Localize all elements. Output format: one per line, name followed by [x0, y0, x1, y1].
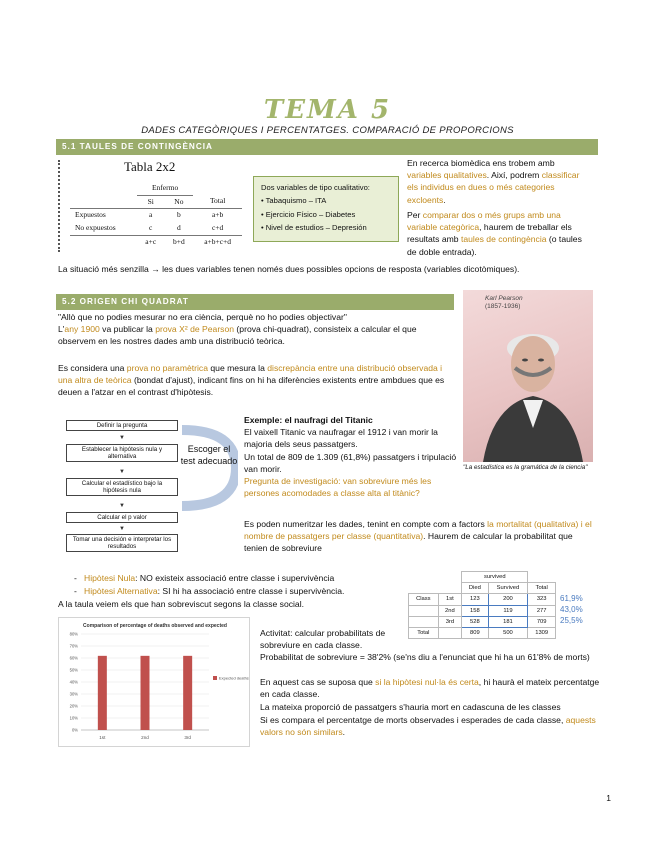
col-header: Died	[462, 583, 488, 594]
y-tick-label: 30%	[69, 691, 78, 697]
row-label: 2nd	[438, 605, 462, 616]
page-subtitle: DADES CATEGÒRIQUES I PERCENTATGES. COMPARACIÓ DE PROPORCIONS	[141, 125, 514, 136]
factors-paragraph: Es poden numeritzar les dades, tenint en compte com a factors la mortalitat (qualitativa) i el nombre de passatgers per classe (quantitativa). Haurem de calcular la probabilitat que tenien de sobreviure	[244, 519, 592, 554]
col-header: Total	[528, 583, 556, 594]
survival-probability: Probabilitat de sobreviure = 38'2% (se'ns diu a l'enunciat que hi ha un 61'8% de morts)	[260, 652, 590, 662]
deaths-chart	[58, 617, 250, 747]
survival-table	[408, 571, 556, 639]
flow-step: Calcular el estadístico bajo la hipótesis nula	[66, 478, 178, 496]
percentage-value: 25,5%	[560, 615, 583, 625]
y-tick-label: 10%	[69, 715, 78, 721]
comparison-conclusion: Si es compara el percentatge de morts observades i esperades de cada classe, aquests valors no són similars.	[260, 715, 596, 738]
x-tick-label: 1st	[99, 735, 106, 740]
table-cell: 181	[488, 616, 528, 627]
down-arrow-icon: ▼	[119, 503, 125, 509]
table-cell: 1309	[528, 628, 556, 639]
group-header: survived	[462, 572, 528, 583]
note-item: • Nivel de estudios – Depresión	[261, 222, 367, 232]
legend-label: Expected deaths	[219, 675, 249, 681]
table-cell: 200	[488, 594, 528, 605]
row-label	[438, 628, 462, 639]
portrait-years: (1857-1936)	[485, 303, 521, 310]
table-cell: 809	[462, 628, 488, 639]
deaths-bar-chart	[59, 618, 251, 748]
portrait-drawing	[463, 308, 593, 462]
table-cell: 528	[462, 616, 488, 627]
y-tick-label: 0%	[71, 727, 78, 733]
qualitative-variables-note	[253, 176, 399, 242]
bar-expected-deaths	[98, 656, 107, 730]
col-header: No	[174, 196, 184, 206]
same-proportion-paragraph: La mateixa proporció de passatgers s'hauria mort en cadascuna de les classes	[260, 702, 561, 712]
table-cell: c+d	[211, 222, 224, 232]
pearson-portrait	[463, 290, 593, 462]
row-label: Expuestos	[75, 210, 106, 220]
row-label	[409, 605, 439, 616]
table-cell: b+d	[173, 236, 185, 246]
intro-paragraph: En recerca biomèdica ens trobem amb variables qualitatives. Així, podrem classificar els individus en dues o més categories excloents.	[407, 158, 580, 205]
table-cell: 709	[528, 616, 556, 627]
titanic-example	[244, 414, 458, 499]
table-intro: A la taula veiem els que han sobreviscut segons la classe social.	[58, 599, 305, 609]
note-item: • Tabaquismo – ITA	[261, 196, 327, 206]
section-header-5-1: 5.1 TAULES DE CONTINGÈNCIA	[56, 139, 598, 155]
flow-side-label: Escoger el test adecuado	[180, 444, 238, 466]
survival-percentages	[560, 594, 600, 626]
col-header: Total	[209, 196, 226, 206]
row-label: No expuestos	[75, 222, 116, 232]
pearson-paragraph: L'any 1900 va publicar la prova X² de Pearson (prova chi-quadrat), consisteix a calcular el que observem en les nostres dades amb una distribució teòrica.	[58, 324, 417, 347]
bar-expected-deaths	[141, 656, 150, 730]
table-cell: 277	[528, 605, 556, 616]
row-label	[70, 235, 137, 248]
row-label: 1st	[438, 594, 462, 605]
example-text: El vaixell Titanic va naufragar el 1912 i van morir la majoria dels seus passatgers.	[244, 427, 438, 450]
y-tick-label: 60%	[69, 655, 78, 661]
contingency-table	[70, 182, 242, 248]
col-header: Survived	[488, 583, 528, 594]
research-question: Pregunta de investigació: van sobreviure més les persones acomodades a classe alta al titànic?	[244, 476, 432, 499]
table-cell: c	[149, 222, 153, 232]
dichotomous-paragraph: La situació més senzilla → les dues variables tenen només dues possibles opcions de resposta (variables dicotòmiques).	[58, 264, 520, 274]
y-tick-label: 40%	[69, 679, 78, 685]
portrait-label: Karl Pearson	[485, 295, 523, 302]
table-cell: a+b	[211, 210, 224, 220]
y-tick-label: 50%	[69, 667, 78, 673]
flow-step: Tomar una decisión e interpretar los resultados	[66, 534, 178, 552]
example-text: Un total de 809 de 1.309 (61,8%) passatgers i tripulació van morir.	[244, 451, 457, 474]
page-title: TEMA 5	[263, 95, 392, 125]
hypothesis-test-flowchart	[58, 414, 238, 560]
x-tick-label: 2nd	[141, 735, 149, 740]
flow-step: Establecer la hipótesis nula y alternativa	[66, 444, 178, 462]
section-header-5-2: 5.2 ORIGEN CHI QUADRAT	[56, 294, 454, 310]
row-label: Class	[409, 594, 439, 605]
table-cell: b	[177, 210, 181, 220]
y-tick-label: 70%	[69, 643, 78, 649]
comparison-paragraph: Per comparar dos o més grups amb una variable categòrica, haurem de treballar els resultats amb taules de contingència (o taules de doble entrada).	[407, 210, 582, 257]
table-cell: 119	[488, 605, 528, 616]
col-header: Si	[147, 196, 154, 206]
chart-title: Comparison of percentage of deaths observed and expected	[83, 623, 227, 629]
table-cell: a+b+c+d	[204, 236, 232, 246]
row-label: Total	[409, 628, 439, 639]
page-number: 1	[606, 793, 611, 803]
col-group-label: Enfermo	[137, 182, 193, 195]
row-label: 3rd	[438, 616, 462, 627]
down-arrow-icon: ▼	[119, 469, 125, 475]
table-cell: a	[149, 210, 153, 220]
note-item: • Ejercicio Físico – Diabetes	[261, 209, 356, 219]
alternative-hypothesis: - Hipòtesi Alternativa: SI hi ha associació entre classe i supervivència.	[74, 586, 345, 596]
null-hypothesis: - Hipòtesi Nula: NO existeix associació entre classe i supervivència	[74, 573, 335, 583]
x-tick-label: 3rd	[184, 735, 191, 740]
table-cell: d	[177, 222, 181, 232]
notebook-rings	[58, 160, 64, 252]
example-title: Exemple: el naufragi del Titanic	[244, 415, 373, 425]
percentage-value: 61,9%	[560, 594, 583, 603]
percentage-value: 43,0%	[560, 604, 583, 614]
flow-step: Calcular el p valor	[66, 512, 178, 523]
down-arrow-icon: ▼	[119, 526, 125, 532]
table-cell: 123	[462, 594, 488, 605]
table-title: Tabla 2x2	[124, 159, 176, 174]
flow-step: Definir la pregunta	[66, 420, 178, 431]
legend-swatch	[213, 676, 217, 680]
bar-expected-deaths	[183, 656, 192, 730]
y-tick-label: 20%	[69, 703, 78, 709]
down-arrow-icon: ▼	[119, 435, 125, 441]
note-title: Dos variables de tipo cualitativo:	[261, 183, 370, 192]
table-cell: 323	[528, 594, 556, 605]
null-case-paragraph: En aquest cas se suposa que si la hipòtesi nul·la és certa, hi haurà el mateix percentatge en cada classe.	[260, 677, 600, 700]
table-cell: a+c	[145, 236, 157, 246]
table-cell: 500	[488, 628, 528, 639]
contingency-table-image	[58, 158, 244, 254]
portrait-caption: "La estadística es la gramática de la ciencia"	[463, 464, 588, 471]
y-tick-label: 80%	[69, 631, 78, 637]
nonparametric-paragraph: Es considera una prova no paramètrica que mesura la discrepància entre una distribució observada i una altra de teòrica (bondat d'ajust), indicant fins on hi ha diferències existents entre ambdues que es deuen a l'atzar en el contrast d'hipòtesis.	[58, 363, 445, 398]
cycle-arc-icon	[178, 424, 238, 512]
table-cell: 158	[462, 605, 488, 616]
activity-paragraph: Activitat: calcular probabilitats de sobreviure en cada classe.	[260, 628, 386, 651]
pearson-quote: "Allò que no podies mesurar no era ciència, perquè no ho podies objectivar"	[58, 312, 347, 322]
row-label	[409, 616, 439, 627]
